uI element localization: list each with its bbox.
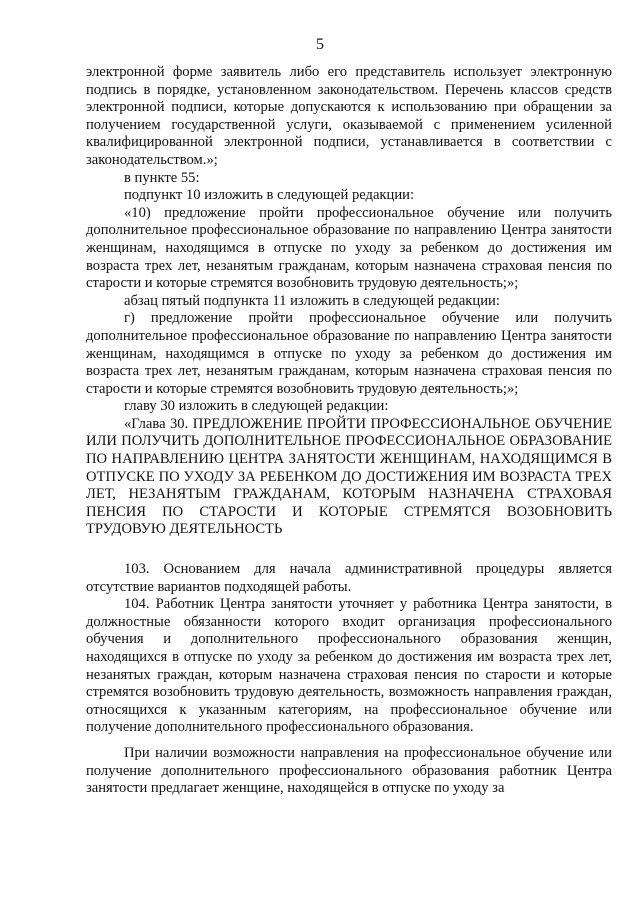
paragraph-103: 103. Основанием для начала административной процедуры является отсутствие вариантов подходящей работы.	[86, 561, 612, 595]
spacer	[86, 539, 612, 561]
paragraph-final: При наличии возможности направления на профессиональное обучение или получение дополнительного профессионального образования работник Центра занятости предлагает женщине, находящейся в отпуске по уходу за	[86, 744, 612, 797]
paragraph-chapter-30-intro: главу 30 изложить в следующей редакции:	[124, 398, 389, 415]
page-number: 5	[316, 36, 324, 53]
spacer	[86, 737, 612, 745]
document-body	[86, 64, 612, 798]
paragraph-continuation: электронной форме заявитель либо его представитель использует электронную подпись в порядке, установленном законодательством. Перечень классов средств электронной подписи, которые допускаются к использованию при обращении за получением государственной услуги, оказываемой с применением усиленной квалифицированной электронной подписи, устанавливается в соответствии с законодательством.»;	[86, 64, 612, 168]
chapter-30-heading: «Глава 30. ПРЕДЛОЖЕНИЕ ПРОЙТИ ПРОФЕССИОНАЛЬНОЕ ОБУЧЕНИЕ ИЛИ ПОЛУЧИТЬ ДОПОЛНИТЕЛЬНОЕ ПРОФЕССИОНАЛЬНОЕ ОБРАЗОВАНИЕ ПО НАПРАВЛЕНИЮ ЦЕНТРА ЗАНЯТОСТИ ЖЕНЩИНАМ, НАХОДЯЩИМСЯ В ОТПУСКЕ ПО УХОДУ ЗА РЕБЕНКОМ ДО ДОСТИЖЕНИЯ ИМ ВОЗРАСТА ТРЕХ ЛЕТ, НЕЗАНЯТЫМ ГРАЖДАНАМ, КОТОРЫМ НАЗНАЧЕНА СТРАХОВАЯ ПЕНСИЯ ПО СТАРОСТИ И КОТОРЫЕ СТРЕМЯТСЯ ВОЗОБНОВИТЬ ТРУДОВУЮ ДЕЯТЕЛЬНОСТЬ	[86, 415, 612, 538]
paragraph-subclause-10-text: «10) предложение пройти профессиональное обучение или получить дополнительное профессиональное образование по направлению Центра занятости женщинам, находящимся в отпуске по уходу за ребенком до достижения им возраста трех лет, незанятым гражданам, которым назначена страховая пенсия по старости и которые стремятся возобновить трудовую деятельность;»;	[86, 204, 612, 292]
paragraph-subclause-10-intro: подпункт 10 изложить в следующей редакции:	[124, 187, 415, 204]
paragraph-104: 104. Работник Центра занятости уточняет у работника Центра занятости, в должностные обязанности которого входит организация профессионального обучения и дополнительного профессионального образования женщин, находящихся в отпуске по уходу за ребенком до достижения им возраста трех лет, незанятых граждан, которым назначена страховая пенсия по старости и которые стремятся возобновить трудовую деятельность, возможность направления граждан, относящихся к указанным категориям, на профессиональное обучение или получение дополнительного профессионального образования.	[86, 596, 612, 736]
paragraph-subclause-11-intro: абзац пятый подпункта 11 изложить в следующей редакции:	[124, 292, 500, 309]
paragraph-subclause-11-text: г) предложение пройти профессиональное обучение или получить дополнительное профессиональное образование по направлению Центра занятости женщинам, находящимся в отпуске по уходу за ребенком до достижения им возраста трех лет, незанятым гражданам, которым назначена страховая пенсия по старости и которые стремятся возобновить трудовую деятельность;»;	[86, 310, 612, 397]
paragraph-clause-55: в пункте 55:	[124, 169, 200, 186]
